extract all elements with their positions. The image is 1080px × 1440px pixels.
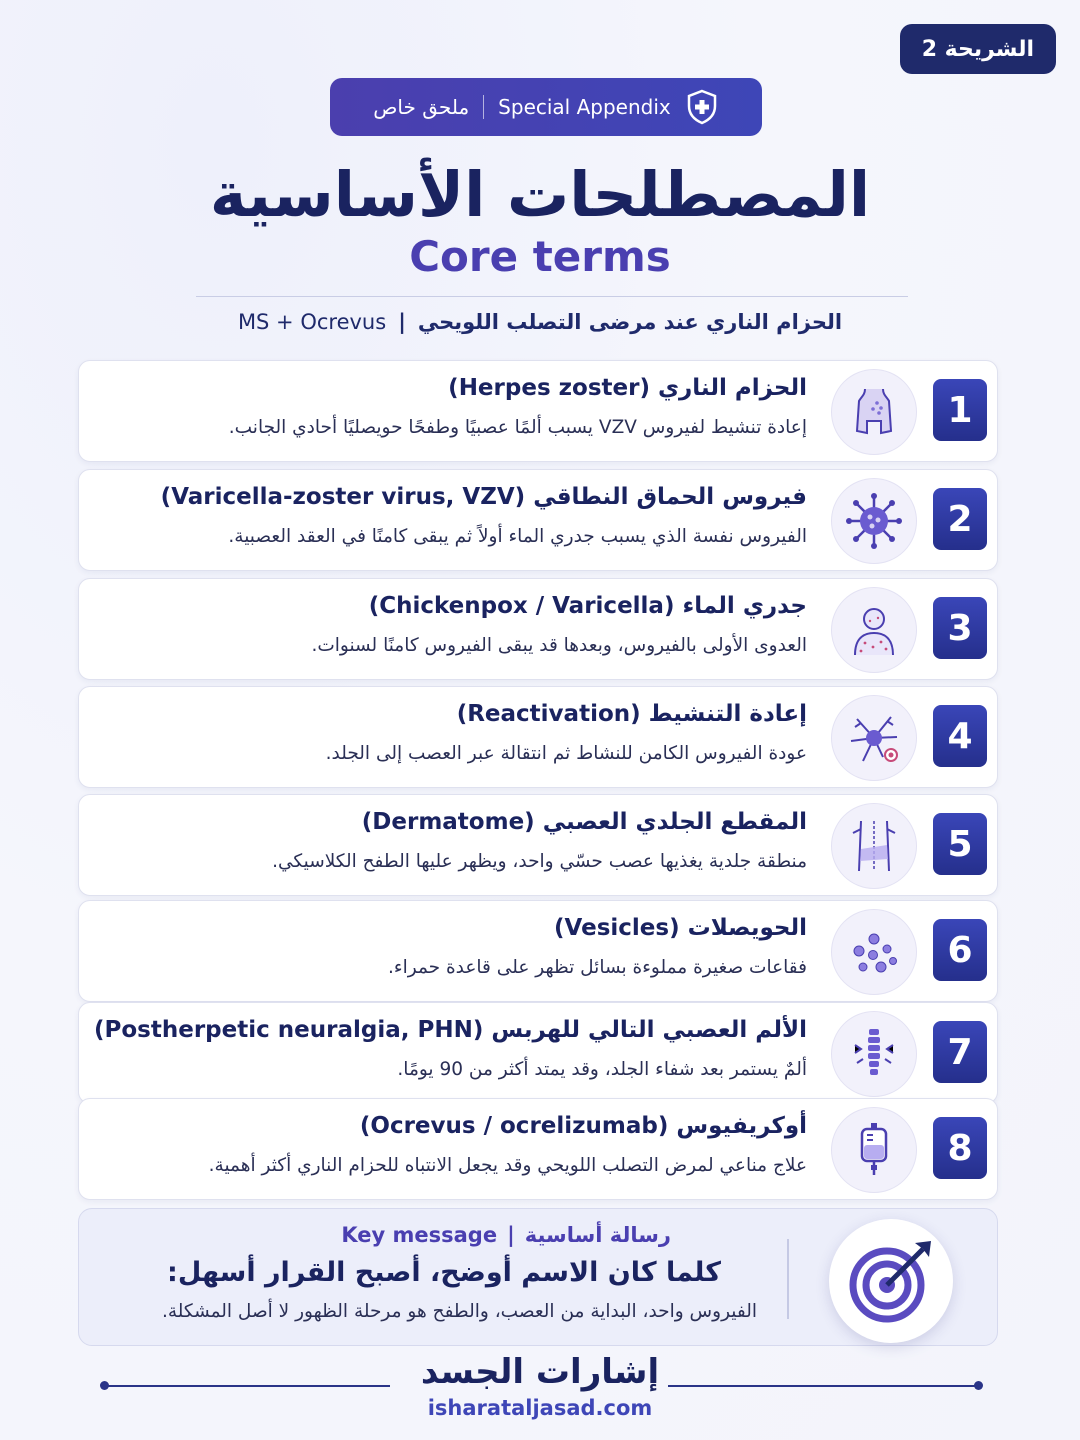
special-appendix-pill	[330, 78, 762, 136]
term-title: الحزام الناري (Herpes zoster)	[448, 375, 807, 401]
appendix-label-ar: ملحق خاص	[373, 95, 470, 119]
term-number: 6	[933, 919, 987, 981]
term-title: فيروس الحماق النطاقي (Varicella-zoster virus, VZV)	[160, 484, 807, 510]
page-title-english: Core terms	[409, 232, 671, 281]
appendix-label-en: Special Appendix	[498, 95, 671, 119]
key-divider	[787, 1239, 789, 1319]
term-title: إعادة التنشيط (Reactivation)	[456, 701, 807, 727]
footer-brand: إشارات الجسد	[420, 1352, 660, 1392]
key-label-separator: |	[507, 1223, 515, 1247]
key-message-label	[341, 1223, 671, 1247]
spine-pain-icon	[831, 1011, 917, 1097]
child-spots-icon	[831, 587, 917, 673]
term-row-1	[78, 360, 998, 462]
shield-cross-icon	[685, 89, 719, 125]
dermatome-band-icon	[831, 803, 917, 889]
term-description: عودة الفيروس الكامن للنشاط ثم انتقالة عبر العصب إلى الجلد.	[325, 743, 807, 764]
term-title: الحويصلات (Vesicles)	[554, 915, 807, 941]
term-description: فقاعات صغيرة مملوءة بسائل تظهر على قاعدة حمراء.	[388, 957, 807, 978]
term-description: الفيروس نفسة الذي يسبب جدري الماء أولاً ثم يبقى كامنًا في العقد العصبية.	[228, 526, 807, 547]
term-title: الألم العصبي التالي للهربس (Postherpetic neuralgia, PHN)	[94, 1017, 807, 1043]
title-divider	[196, 296, 908, 297]
footer-url-link[interactable]: isharataljasad.com	[427, 1396, 653, 1420]
term-number: 5	[933, 813, 987, 875]
key-message-headline: كلما كان الاسم أوضح، أصبح القرار أسهل:	[167, 1257, 721, 1288]
iv-bag-icon	[831, 1107, 917, 1193]
term-number: 4	[933, 705, 987, 767]
subtitle-separator: |	[398, 310, 406, 334]
term-row-5	[78, 794, 998, 896]
pill-separator	[483, 95, 484, 119]
term-row-3	[78, 578, 998, 680]
slide-number-badge: الشريحة 2	[900, 24, 1056, 74]
vesicles-icon	[831, 909, 917, 995]
term-number: 3	[933, 597, 987, 659]
term-title: جدري الماء (Chickenpox / Varicella)	[368, 593, 807, 619]
page-title-arabic: المصطلحات الأساسية	[209, 158, 871, 231]
term-description: منطقة جلدية يغذيها عصب حسّي واحد، ويظهر عليها الطفح الكلاسيكي.	[272, 851, 807, 872]
term-description: العدوى الأولى بالفيروس، وبعدها قد يبقى الفيروس كامنًا لسنوات.	[311, 635, 807, 656]
term-title: أوكريفيوس (Ocrevus / ocrelizumab)	[359, 1113, 807, 1139]
term-number: 7	[933, 1021, 987, 1083]
key-message-body: الفيروس واحد، البداية من العصب، والطفح هو مرحلة الظهور لا أصل المشكلة.	[161, 1301, 757, 1322]
term-row-7	[78, 1002, 998, 1104]
term-row-4	[78, 686, 998, 788]
term-row-2	[78, 469, 998, 571]
subtitle-ar: الحزام الناري عند مرضى التصلب اللويحي	[417, 310, 843, 334]
term-row-6	[78, 900, 998, 1002]
subtitle	[0, 310, 1080, 334]
target-arrow-icon	[829, 1219, 953, 1343]
term-number: 8	[933, 1117, 987, 1179]
term-description: ألمٌ يستمر بعد شفاء الجلد، وقد يمتد أكثر من 90 يومًا.	[397, 1059, 807, 1080]
term-row-8	[78, 1098, 998, 1200]
term-number: 2	[933, 488, 987, 550]
term-description: إعادة تنشيط لفيروس VZV يسبب ألمًا عصبيًا وطفحًا حويصليًا أحادي الجانب.	[228, 417, 807, 438]
term-title: المقطع الجلدي العصبي (Dermatome)	[361, 809, 807, 835]
neuron-icon	[831, 695, 917, 781]
term-description: علاج مناعي لمرض التصلب اللويحي وقد يجعل الانتباه للحزام الناري أكثر أهمية.	[208, 1155, 807, 1176]
key-label-en: Key message	[341, 1223, 498, 1247]
term-number: 1	[933, 379, 987, 441]
torso-rash-icon	[831, 369, 917, 455]
key-label-ar: رسالة أساسية	[524, 1223, 671, 1247]
key-message-box	[78, 1208, 998, 1346]
virus-icon	[831, 478, 917, 564]
subtitle-en: MS + Ocrevus	[237, 310, 387, 334]
